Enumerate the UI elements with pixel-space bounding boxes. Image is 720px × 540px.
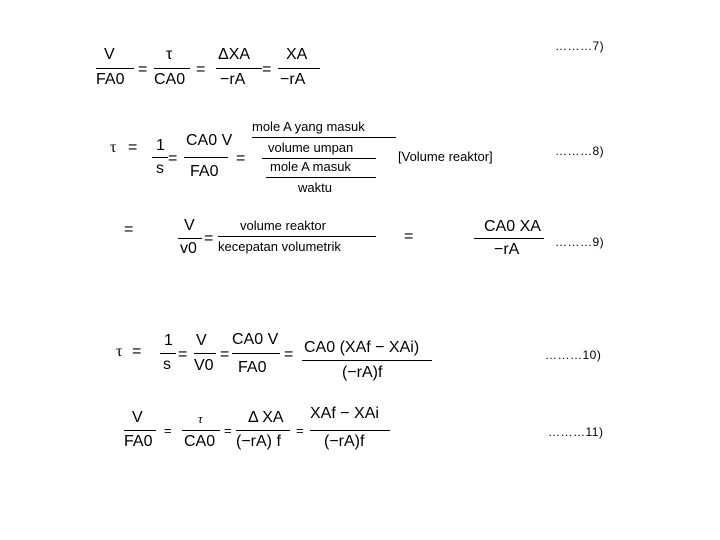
eq10-v: V — [196, 332, 207, 349]
eq8-ca0v: CA0 V — [186, 132, 233, 149]
eq8-number: ………8) — [555, 144, 605, 158]
eq7-equals-3: = — [262, 61, 272, 78]
eq11-number: ………11) — [548, 425, 604, 439]
eq8-fraction-bar-bottom — [266, 177, 376, 178]
eq8-fraction-bar-top — [252, 137, 396, 138]
eq8-volume-feed: volume umpan — [268, 140, 354, 155]
eq10-fraction-bar-2 — [194, 353, 216, 354]
eq9-v0: v0 — [180, 240, 197, 257]
eq8-mole-a-in: mole A yang masuk — [252, 119, 365, 134]
eq11-fa0: FA0 — [124, 433, 153, 450]
eq7-tau: τ — [166, 46, 173, 63]
eq11-equals-3: = — [296, 423, 304, 438]
eq9-equals-left: = — [124, 221, 134, 238]
eq11-numerator: XAf − XAi — [310, 405, 379, 422]
eq10-s: s — [163, 356, 171, 373]
eq8-mole-a-in-2: mole A masuk — [270, 159, 351, 174]
eq10-equals-1: = — [178, 346, 188, 363]
eq7-number: ………7) — [555, 39, 605, 53]
eq7-fa0: FA0 — [96, 71, 125, 88]
eq9-minus-ra: −rA — [494, 241, 520, 258]
eq8-equals-2: = — [236, 150, 246, 167]
eq7-delta-xa: ΔXA — [218, 46, 251, 63]
eq7-xa: XA — [286, 46, 308, 63]
eq8-equals-0: = — [128, 139, 138, 156]
eq10-v0: V0 — [194, 357, 214, 374]
eq8-fraction-bar-1 — [152, 157, 168, 158]
eq10-number: ………10) — [545, 348, 602, 362]
eq7-minus-ra-1: −rA — [220, 71, 246, 88]
eq10-tau: τ — [116, 343, 123, 360]
eq9-volume-reaktor: volume reaktor — [240, 218, 326, 233]
eq11-fraction-bar-4 — [310, 430, 390, 431]
eq8-volume-reaktor: [Volume reaktor] — [398, 149, 493, 164]
eq9-fraction-bar-1 — [178, 238, 202, 239]
eq11-equals-2: = — [224, 423, 232, 438]
eq11-delta-xa: Δ XA — [248, 409, 284, 426]
eq10-fraction-bar-3 — [232, 353, 280, 354]
eq10-one: 1 — [164, 332, 173, 349]
eq10-fa0: FA0 — [238, 359, 267, 376]
eq10-numerator: CA0 (XAf − XAi) — [304, 339, 420, 356]
eq9-fraction-bar-3 — [474, 238, 544, 239]
eq9-equals-1: = — [204, 230, 214, 247]
eq9-fraction-bar-2 — [218, 236, 376, 237]
eq10-fraction-bar-1 — [160, 353, 176, 354]
eq9-ca0xa: CA0 XA — [484, 218, 541, 235]
eq11-tau: τ — [198, 411, 203, 426]
eq8-fraction-bar-2 — [184, 157, 228, 158]
eq10-fraction-bar-4 — [302, 360, 432, 361]
eq11-ca0: CA0 — [184, 433, 216, 450]
eq8-tau: τ — [110, 139, 117, 156]
eq8-fa0: FA0 — [190, 163, 219, 180]
eq8-waktu: waktu — [298, 180, 332, 195]
eq7-ca0: CA0 — [154, 71, 186, 88]
eq7-equals-2: = — [196, 61, 206, 78]
eq7-fraction-bar-3 — [216, 68, 262, 69]
eq7-v: V — [104, 46, 115, 63]
eq10-ca0v: CA0 V — [232, 331, 279, 348]
eq8-s: s — [156, 160, 164, 177]
eq9-number: ………9) — [555, 235, 605, 249]
eq10-equals-3: = — [284, 346, 294, 363]
eq10-denominator: (−rA)f — [342, 364, 383, 381]
eq11-denominator-2: (−rA)f — [324, 433, 365, 450]
eq9-kecepatan: kecepatan volumetrik — [218, 239, 341, 254]
eq11-denominator-1: (−rA) f — [236, 433, 281, 450]
eq10-equals-0: = — [132, 343, 142, 360]
eq9-v: V — [184, 217, 195, 234]
eq11-equals-1: = — [164, 423, 172, 438]
eq8-one: 1 — [156, 137, 165, 154]
eq11-fraction-bar-3 — [236, 430, 290, 431]
eq7-equals-1: = — [138, 61, 148, 78]
eq7-fraction-bar-2 — [154, 68, 190, 69]
eq11-fraction-bar-1 — [124, 430, 156, 431]
eq7-minus-ra-2: −rA — [280, 71, 306, 88]
eq9-equals-2: = — [404, 228, 414, 245]
eq11-v: V — [132, 409, 143, 426]
eq8-equals-1: = — [168, 150, 178, 167]
eq7-fraction-bar-1 — [96, 68, 134, 69]
eq11-fraction-bar-2 — [182, 430, 220, 431]
eq7-fraction-bar-4 — [278, 68, 320, 69]
eq10-equals-2: = — [220, 346, 230, 363]
